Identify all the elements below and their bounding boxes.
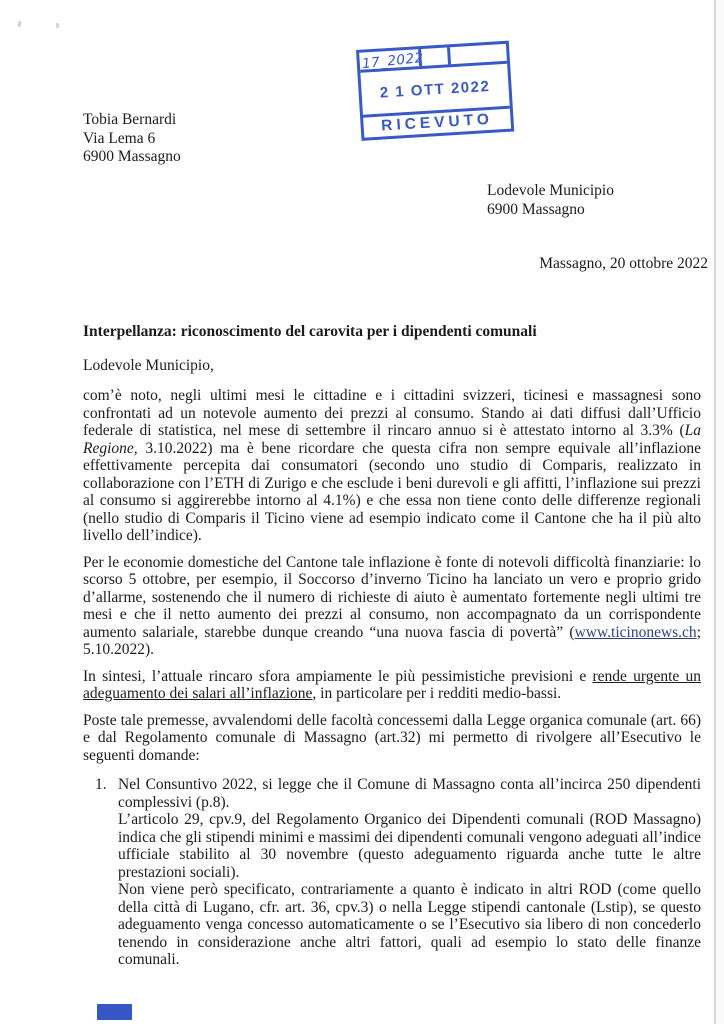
letter-body bbox=[83, 323, 701, 969]
scan-speck bbox=[56, 23, 60, 28]
subject-line: Interpellanza: riconoscimento del carovita per i dipendenti comunali bbox=[83, 323, 537, 340]
text-run: La Regione, bbox=[83, 422, 701, 457]
question-text-block: Non viene però specificato, contrariamente a quanto è indicato in altri ROD (come quello della città di Lugano, cfr. art. 36, cpv.3) o nella Legge stipendi cantonale (Lstip), se questo adeguamento venga concesso automaticamente o se l’Esecutivo sia libero di non concederlo tenendo in considerazione anche altri fattori, quali ad esempio lo stato delle finanze comunali. bbox=[118, 881, 701, 968]
address-line: 6900 Massagno bbox=[487, 200, 585, 218]
recipient-address bbox=[487, 182, 614, 219]
text-run: In sintesi, l’attuale rincaro sfora ampiamente le più pessimistiche previsioni e bbox=[83, 667, 593, 685]
question-number: 1. bbox=[95, 776, 107, 793]
body-paragraph bbox=[83, 668, 701, 703]
body-paragraph bbox=[83, 387, 701, 545]
text-run: Per le economie domestiche del Cantone tale inflazione è fonte di notevoli difficoltà finanziarie: lo scorso 5 ottobre, per esempio, il Soccorso d’inverno Ticino ha lanciato un vero e proprio grido d’allarme, sostenendo che il numero di richieste di aiuto è aumentato fortemente negli ultimi tre mesi e che il netto aumento dei prezzi al consumo, non accompagnato da un corrispondente aumento salariale, starebbe dunque creando “una nuova fascia di povertà” ( bbox=[83, 553, 701, 641]
text-run: com’è noto, negli ultimi mesi le cittadine e i cittadini svizzeri, ticinesi e massagnesi sono confrontati ad un notevole aumento dei prezzi al consumo. Stando ai dati diffusi dall’Ufficio federale di statistica, nel mese di settembre il rincaro annuo si è attestato intorno al 3.3% ( bbox=[83, 387, 701, 439]
text-run: , in particolare per i redditi medio-bassi. bbox=[312, 685, 562, 702]
question-text-block: Nel Consuntivo 2022, si legge che il Comune di Massagno conta all’incirca 250 dipendenti complessivi (p.8). bbox=[118, 776, 701, 811]
date-line: Massagno, 20 ottobre 2022 bbox=[539, 255, 708, 272]
stamp-empty-cell bbox=[421, 47, 451, 66]
body-paragraph bbox=[83, 554, 701, 659]
text-run: ; 5.10.2022). bbox=[83, 623, 701, 658]
body-paragraph bbox=[83, 712, 701, 765]
stamp-label: RICEVUTO bbox=[380, 110, 494, 135]
question-text bbox=[118, 776, 701, 969]
text-run: rende urgente un adeguamento dei salari all’inflazione bbox=[83, 667, 701, 702]
address-line: Lodevole Municipio bbox=[487, 182, 614, 199]
question-item bbox=[83, 776, 701, 969]
question-text-block: L’articolo 29, cpv.9, del Regolamento Organico dei Dipendenti comunali (ROD Massagno) indica che gli stipendi minimi e massimi dei dipendenti comunali vengono adeguati all’indice ufficiale stabilito al 30 novembre (questo adeguamento riguarda anche tutte le altre prestazioni sociali). bbox=[118, 811, 701, 881]
salutation: Lodevole Municipio, bbox=[83, 356, 214, 374]
scan-speck bbox=[17, 21, 21, 27]
text-run: 3.10.2022) ma è bene ricordare che questa cifra non sempre equivale all’inflazione effettivamente percepita dai consumatori (secondo uno studio di Comparis, realizzato in collaborazione con l’ETH di Zurigo e che esclude i beni durevoli e gli affitti, l’inflazione sui prezzi al consumo si aggirerebbe intorno al 4.1%) e che essa non tiene conto delle differenze regionali (nello studio di Comparis il Ticino viene ad esempio indicato come il Cantone che ha il più alto livello dell’indice). bbox=[83, 439, 701, 544]
scanner-edge bbox=[716, 0, 724, 1024]
scanner-edge-line bbox=[714, 0, 716, 1024]
sender-address bbox=[83, 111, 181, 167]
blue-mark bbox=[97, 1004, 132, 1020]
text-run: Poste tale premesse, avvalendomi delle facoltà concessemi dalla Legge organica comunale (art. 66) e dal Regolamento comunale di Massagno (art.32) mi permetto di rivolgere all’Esecutivo le seguenti domande: bbox=[83, 711, 701, 764]
stamp-handwritten-number: 17_2022 bbox=[361, 49, 425, 73]
stamp-date: 2 1 OTT 2022 bbox=[379, 77, 491, 102]
address-line: Via Lema 6 bbox=[83, 129, 156, 147]
url-text: www.ticinonews.ch bbox=[574, 623, 697, 641]
stamp-empty-cell bbox=[450, 44, 507, 64]
address-line: Tobia Bernardi bbox=[83, 111, 177, 128]
address-line: 6900 Massagno bbox=[83, 148, 181, 165]
